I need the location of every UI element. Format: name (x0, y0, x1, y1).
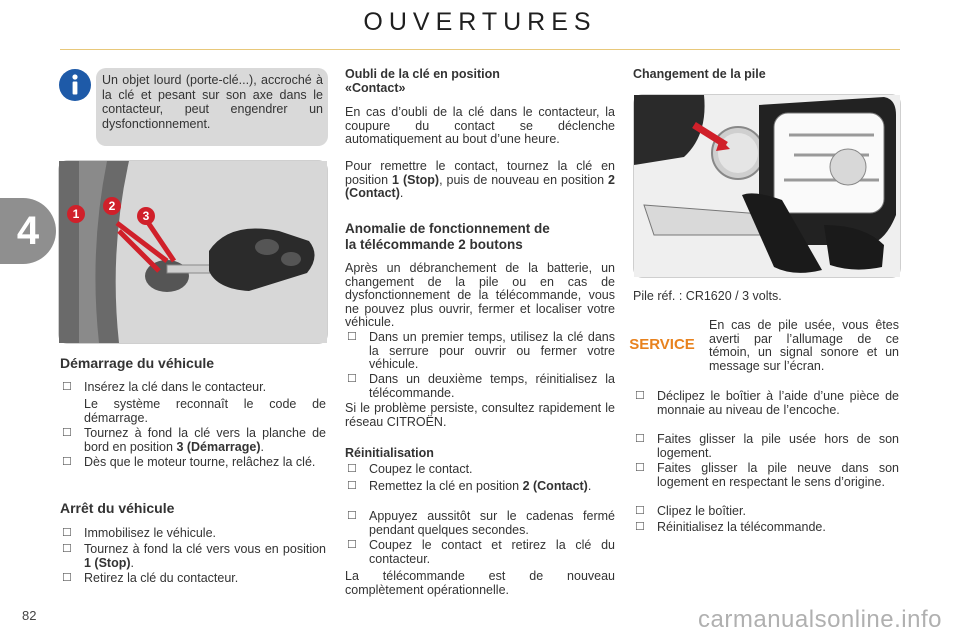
demarrage-title: Démarrage du véhicule (60, 355, 215, 371)
pile-step-4: ☐ Clipez le boîtier. (635, 504, 746, 518)
bullet-icon: ☐ (635, 390, 645, 402)
info-text: Un objet lourd (porte-clé...), accroché à la clé et pesant sur son axe dans le contacteur, peut engendrer un dysfonctionnement. (102, 73, 323, 131)
bullet-icon: ☐ (62, 572, 72, 584)
pile-title: Changement de la pile (633, 67, 766, 81)
service-warning-icon (629, 330, 695, 356)
oubli-paragraph-2: Pour remettre le contact, tournez la clé en position 1 (Stop), puis de nouveau en position 2 (Contact). (345, 159, 615, 200)
bullet-icon: ☐ (347, 539, 357, 551)
reinit-step-4: ☐ Coupez le contact et retirez la clé du contacteur. (347, 538, 615, 566)
oubli-title: Oubli de la clé en position «Contact» (345, 67, 500, 95)
anomalie-step-2: ☐ Dans un deuxième temps, réinitialisez la télécommande. (347, 372, 615, 400)
service-warning-text: En cas de pile usée, vous êtes averti par l’allumage de ce témoin, un signal sonore et un message sur l’écran. (709, 318, 899, 373)
reinit-step-2: ☐ Remettez la clé en position 2 (Contact). (347, 479, 592, 493)
bullet-icon: ☐ (635, 462, 645, 474)
demarrage-step-3: ☐ Dès que le moteur tourne, relâchez la clé. (62, 455, 316, 469)
anomalie-paragraph: Après un débranchement de la batterie, un changement de la pile ou en cas de dysfonctionnement de la télécommande, vous ne pouvez plus ouvrir, fermer et localiser votre véhicule. (345, 261, 615, 329)
demarrage-step-1: ☐ Insérez la clé dans le contacteur. (62, 380, 267, 394)
battery-change-photo (633, 94, 901, 278)
bullet-icon: ☐ (62, 381, 72, 393)
arret-step-3: ☐ Retirez la clé du contacteur. (62, 571, 239, 585)
anomalie-paragraph-2: Si le problème persiste, consultez rapidement le réseau CITROËN. (345, 401, 615, 429)
reinit-step-1: ☐ Coupez le contact. (347, 462, 473, 476)
key-position-label-3: 3 (137, 207, 155, 225)
bullet-icon: ☐ (635, 521, 645, 533)
ignition-key-photo (58, 160, 328, 344)
service-label: SERVICE (629, 336, 695, 353)
page-title: OUVERTURES (363, 8, 597, 36)
battery-reference: Pile réf. : CR1620 / 3 volts. (633, 289, 782, 303)
arret-title: Arrêt du véhicule (60, 500, 175, 516)
chapter-number: 4 (16, 208, 40, 253)
oubli-paragraph-1: En cas d’oubli de la clé dans le contacteur, la coupure du contact se déclenche automatiquement au bout d’une heure. (345, 105, 615, 146)
header-rule (60, 49, 900, 50)
reinit-title: Réinitialisation (345, 446, 434, 460)
bullet-icon: ☐ (347, 331, 357, 343)
bullet-icon: ☐ (347, 480, 357, 492)
key-position-label-2: 2 (103, 197, 121, 215)
bullet-icon: ☐ (635, 505, 645, 517)
pile-step-1: ☐ Déclipez le boîtier à l’aide d’une pièce de monnaie au niveau de l’encoche. (635, 389, 899, 417)
bullet-icon: ☐ (62, 543, 72, 555)
chapter-tab (0, 198, 56, 264)
bullet-icon: ☐ (347, 510, 357, 522)
reinit-paragraph: La télécommande est de nouveau complètement opérationnelle. (345, 569, 615, 597)
demarrage-step-1-sub: Le système reconnaît le code de démarrage. (84, 397, 326, 425)
arret-step-2: ☐ Tournez à fond la clé vers vous en position 1 (Stop). (62, 542, 326, 570)
reinit-step-3: ☐ Appuyez aussitôt sur le cadenas fermé pendant quelques secondes. (347, 509, 615, 537)
info-icon (58, 68, 92, 102)
bullet-icon: ☐ (62, 527, 72, 539)
anomalie-step-1: ☐ Dans un premier temps, utilisez la clé dans la serrure pour ouvrir ou fermer votre véhicule. (347, 330, 615, 371)
arret-step-1: ☐ Immobilisez le véhicule. (62, 526, 216, 540)
page-number: 82 (22, 608, 37, 623)
bullet-icon: ☐ (635, 433, 645, 445)
bullet-icon: ☐ (62, 456, 72, 468)
pile-step-2: ☐ Faites glisser la pile usée hors de son logement. (635, 432, 899, 460)
anomalie-title: Anomalie de fonctionnement de la télécommande 2 boutons (345, 221, 550, 252)
key-position-label-1: 1 (67, 205, 85, 223)
bullet-icon: ☐ (347, 463, 357, 475)
watermark: carmanualsonline.info (698, 606, 942, 633)
bullet-icon: ☐ (347, 373, 357, 385)
pile-step-3: ☐ Faites glisser la pile neuve dans son logement en respectant le sens d’origine. (635, 461, 899, 489)
demarrage-step-2: ☐ Tournez à fond la clé vers la planche de bord en position 3 (Démarrage). (62, 426, 326, 454)
bullet-icon: ☐ (62, 427, 72, 439)
pile-step-5: ☐ Réinitialisez la télécommande. (635, 520, 826, 534)
